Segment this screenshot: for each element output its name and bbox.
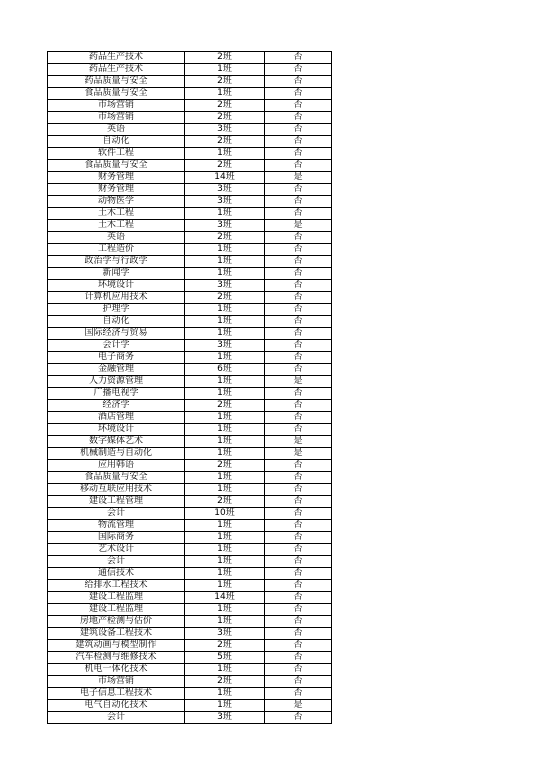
table-row (48, 640, 332, 652)
table-row (48, 364, 332, 376)
flag-cell: 否 (265, 292, 332, 304)
class-count-cell: 1班 (185, 604, 265, 616)
flag-cell: 否 (265, 256, 332, 268)
class-count-cell: 2班 (185, 640, 265, 652)
table-row (48, 52, 332, 64)
class-count-cell: 1班 (185, 148, 265, 160)
class-count-cell: 1班 (185, 556, 265, 568)
class-count-cell: 3班 (185, 184, 265, 196)
major-cell: 移动互联应用技术 (48, 484, 185, 496)
table-row (48, 376, 332, 388)
table-row (48, 328, 332, 340)
flag-cell: 否 (265, 604, 332, 616)
major-cell: 建设工程监理 (48, 604, 185, 616)
table-row (48, 196, 332, 208)
major-cell: 自动化 (48, 316, 185, 328)
flag-cell: 否 (265, 316, 332, 328)
class-count-cell: 3班 (185, 124, 265, 136)
flag-cell: 否 (265, 112, 332, 124)
major-cell: 国际商务 (48, 532, 185, 544)
class-count-cell: 1班 (185, 376, 265, 388)
flag-cell: 否 (265, 364, 332, 376)
table-row (48, 592, 332, 604)
flag-cell: 否 (265, 280, 332, 292)
class-count-cell: 1班 (185, 208, 265, 220)
flag-cell: 否 (265, 460, 332, 472)
major-cell: 机电一体化技术 (48, 664, 185, 676)
table-row (48, 184, 332, 196)
flag-cell: 否 (265, 196, 332, 208)
table-row (48, 88, 332, 100)
major-cell: 食品质量与安全 (48, 160, 185, 172)
class-count-cell: 1班 (185, 268, 265, 280)
table-row (48, 700, 332, 712)
table-row (48, 244, 332, 256)
major-cell: 市场营销 (48, 100, 185, 112)
data-table (47, 51, 332, 724)
flag-cell: 否 (265, 472, 332, 484)
class-count-cell: 3班 (185, 220, 265, 232)
class-count-cell: 2班 (185, 76, 265, 88)
flag-cell: 否 (265, 496, 332, 508)
class-count-cell: 10班 (185, 508, 265, 520)
flag-cell: 否 (265, 640, 332, 652)
major-cell: 市场营销 (48, 676, 185, 688)
class-count-cell: 1班 (185, 256, 265, 268)
table-row (48, 616, 332, 628)
major-cell: 电气自动化技术 (48, 700, 185, 712)
major-cell: 会计 (48, 508, 185, 520)
flag-cell: 否 (265, 688, 332, 700)
flag-cell: 否 (265, 592, 332, 604)
flag-cell: 否 (265, 184, 332, 196)
flag-cell: 是 (265, 436, 332, 448)
major-cell: 政治学与行政学 (48, 256, 185, 268)
table-row (48, 100, 332, 112)
table-body (48, 52, 332, 724)
table-row (48, 544, 332, 556)
class-count-cell: 3班 (185, 280, 265, 292)
major-cell: 艺术设计 (48, 544, 185, 556)
table-row (48, 460, 332, 472)
table-row (48, 136, 332, 148)
class-count-cell: 5班 (185, 652, 265, 664)
table-row (48, 64, 332, 76)
major-cell: 软件工程 (48, 148, 185, 160)
class-count-cell: 1班 (185, 700, 265, 712)
flag-cell: 否 (265, 52, 332, 64)
flag-cell: 是 (265, 448, 332, 460)
class-count-cell: 1班 (185, 328, 265, 340)
flag-cell: 否 (265, 664, 332, 676)
major-cell: 药品质量与安全 (48, 76, 185, 88)
major-cell: 电子商务 (48, 352, 185, 364)
major-cell: 食品质量与安全 (48, 88, 185, 100)
flag-cell: 否 (265, 628, 332, 640)
flag-cell: 否 (265, 232, 332, 244)
flag-cell: 是 (265, 220, 332, 232)
table-row (48, 652, 332, 664)
table-row (48, 424, 332, 436)
table-row (48, 628, 332, 640)
class-count-cell: 1班 (185, 472, 265, 484)
flag-cell: 否 (265, 244, 332, 256)
major-cell: 建筑设备工程技术 (48, 628, 185, 640)
class-count-cell: 2班 (185, 232, 265, 244)
class-count-cell: 2班 (185, 52, 265, 64)
class-count-cell: 1班 (185, 316, 265, 328)
flag-cell: 否 (265, 124, 332, 136)
table-row (48, 220, 332, 232)
class-count-cell: 6班 (185, 364, 265, 376)
flag-cell: 否 (265, 520, 332, 532)
flag-cell: 否 (265, 100, 332, 112)
major-cell: 给排水工程技术 (48, 580, 185, 592)
major-cell: 护理学 (48, 304, 185, 316)
class-count-cell: 14班 (185, 592, 265, 604)
major-cell: 英语 (48, 232, 185, 244)
class-count-cell: 2班 (185, 460, 265, 472)
flag-cell: 否 (265, 484, 332, 496)
major-cell: 土木工程 (48, 208, 185, 220)
class-count-cell: 1班 (185, 436, 265, 448)
class-count-cell: 2班 (185, 400, 265, 412)
table-row (48, 712, 332, 724)
class-count-cell: 1班 (185, 532, 265, 544)
class-count-cell: 1班 (185, 520, 265, 532)
major-cell: 房地产检测与估价 (48, 616, 185, 628)
class-count-cell: 1班 (185, 664, 265, 676)
class-count-cell: 2班 (185, 292, 265, 304)
flag-cell: 否 (265, 208, 332, 220)
flag-cell: 否 (265, 268, 332, 280)
table-row (48, 496, 332, 508)
table-row (48, 400, 332, 412)
major-cell: 经济学 (48, 400, 185, 412)
major-cell: 国际经济与贸易 (48, 328, 185, 340)
major-cell: 英语 (48, 124, 185, 136)
flag-cell: 是 (265, 376, 332, 388)
table-row (48, 568, 332, 580)
major-cell: 财务管理 (48, 172, 185, 184)
major-cell: 财务管理 (48, 184, 185, 196)
major-cell: 建筑动画与模型制作 (48, 640, 185, 652)
table-row (48, 208, 332, 220)
flag-cell: 否 (265, 424, 332, 436)
table-row (48, 352, 332, 364)
major-cell: 环境设计 (48, 424, 185, 436)
major-cell: 食品质量与安全 (48, 472, 185, 484)
table-row (48, 292, 332, 304)
table-row (48, 172, 332, 184)
class-count-cell: 1班 (185, 244, 265, 256)
flag-cell: 否 (265, 340, 332, 352)
table-row (48, 232, 332, 244)
major-cell: 应用韩语 (48, 460, 185, 472)
major-cell: 通信技术 (48, 568, 185, 580)
class-count-cell: 2班 (185, 100, 265, 112)
flag-cell: 否 (265, 136, 332, 148)
flag-cell: 否 (265, 508, 332, 520)
class-count-cell: 1班 (185, 388, 265, 400)
major-cell: 会计 (48, 712, 185, 724)
class-count-cell: 1班 (185, 412, 265, 424)
flag-cell: 否 (265, 352, 332, 364)
table-row (48, 580, 332, 592)
flag-cell: 否 (265, 76, 332, 88)
major-cell: 汽车检测与维修技术 (48, 652, 185, 664)
class-count-cell: 1班 (185, 688, 265, 700)
class-count-cell: 3班 (185, 196, 265, 208)
flag-cell: 否 (265, 412, 332, 424)
major-cell: 市场营销 (48, 112, 185, 124)
flag-cell: 否 (265, 532, 332, 544)
flag-cell: 否 (265, 652, 332, 664)
class-count-cell: 3班 (185, 340, 265, 352)
major-cell: 土木工程 (48, 220, 185, 232)
flag-cell: 否 (265, 400, 332, 412)
major-cell: 工程造价 (48, 244, 185, 256)
table-row (48, 604, 332, 616)
table-row (48, 676, 332, 688)
table-row (48, 688, 332, 700)
major-cell: 会计学 (48, 340, 185, 352)
table-row (48, 532, 332, 544)
class-count-cell: 1班 (185, 352, 265, 364)
flag-cell: 否 (265, 148, 332, 160)
class-count-cell: 1班 (185, 304, 265, 316)
major-cell: 电子信息工程技术 (48, 688, 185, 700)
table-row (48, 448, 332, 460)
flag-cell: 否 (265, 328, 332, 340)
class-count-cell: 3班 (185, 712, 265, 724)
table-row (48, 472, 332, 484)
class-count-cell: 2班 (185, 496, 265, 508)
class-count-cell: 1班 (185, 484, 265, 496)
major-cell: 酒店管理 (48, 412, 185, 424)
major-cell: 建设工程管理 (48, 496, 185, 508)
flag-cell: 否 (265, 568, 332, 580)
table-row (48, 520, 332, 532)
table-row (48, 508, 332, 520)
flag-cell: 否 (265, 64, 332, 76)
class-count-cell: 2班 (185, 676, 265, 688)
table-row (48, 340, 332, 352)
major-cell: 动物医学 (48, 196, 185, 208)
table-row (48, 160, 332, 172)
class-count-cell: 1班 (185, 64, 265, 76)
flag-cell: 否 (265, 676, 332, 688)
flag-cell: 否 (265, 580, 332, 592)
table-row (48, 76, 332, 88)
table-row (48, 304, 332, 316)
table-row (48, 664, 332, 676)
flag-cell: 否 (265, 544, 332, 556)
major-cell: 自动化 (48, 136, 185, 148)
table-row (48, 556, 332, 568)
major-cell: 计算机应用技术 (48, 292, 185, 304)
table-row (48, 316, 332, 328)
table-row (48, 268, 332, 280)
table-row (48, 112, 332, 124)
class-count-cell: 14班 (185, 172, 265, 184)
major-cell: 新闻学 (48, 268, 185, 280)
major-cell: 机械制造与自动化 (48, 448, 185, 460)
flag-cell: 否 (265, 388, 332, 400)
major-cell: 数字媒体艺术 (48, 436, 185, 448)
table-row (48, 280, 332, 292)
class-count-cell: 1班 (185, 544, 265, 556)
table-row (48, 148, 332, 160)
flag-cell: 否 (265, 160, 332, 172)
flag-cell: 否 (265, 304, 332, 316)
flag-cell: 是 (265, 172, 332, 184)
major-cell: 会计 (48, 556, 185, 568)
table-row (48, 484, 332, 496)
class-count-cell: 2班 (185, 136, 265, 148)
table-row (48, 124, 332, 136)
flag-cell: 是 (265, 700, 332, 712)
table-row (48, 256, 332, 268)
table-row (48, 436, 332, 448)
class-count-cell: 3班 (185, 628, 265, 640)
class-count-cell: 2班 (185, 112, 265, 124)
class-count-cell: 1班 (185, 580, 265, 592)
major-cell: 药品生产技术 (48, 64, 185, 76)
major-cell: 人力资源管理 (48, 376, 185, 388)
major-cell: 物流管理 (48, 520, 185, 532)
class-count-cell: 1班 (185, 424, 265, 436)
table-row (48, 388, 332, 400)
major-cell: 药品生产技术 (48, 52, 185, 64)
class-count-cell: 2班 (185, 160, 265, 172)
class-count-cell: 1班 (185, 616, 265, 628)
flag-cell: 否 (265, 88, 332, 100)
flag-cell: 否 (265, 616, 332, 628)
major-cell: 建设工程监理 (48, 592, 185, 604)
major-cell: 环境设计 (48, 280, 185, 292)
major-cell: 广播电视学 (48, 388, 185, 400)
class-count-cell: 1班 (185, 448, 265, 460)
major-cell: 金融管理 (48, 364, 185, 376)
flag-cell: 否 (265, 556, 332, 568)
table-row (48, 412, 332, 424)
class-count-cell: 1班 (185, 568, 265, 580)
class-count-cell: 1班 (185, 88, 265, 100)
flag-cell: 否 (265, 712, 332, 724)
